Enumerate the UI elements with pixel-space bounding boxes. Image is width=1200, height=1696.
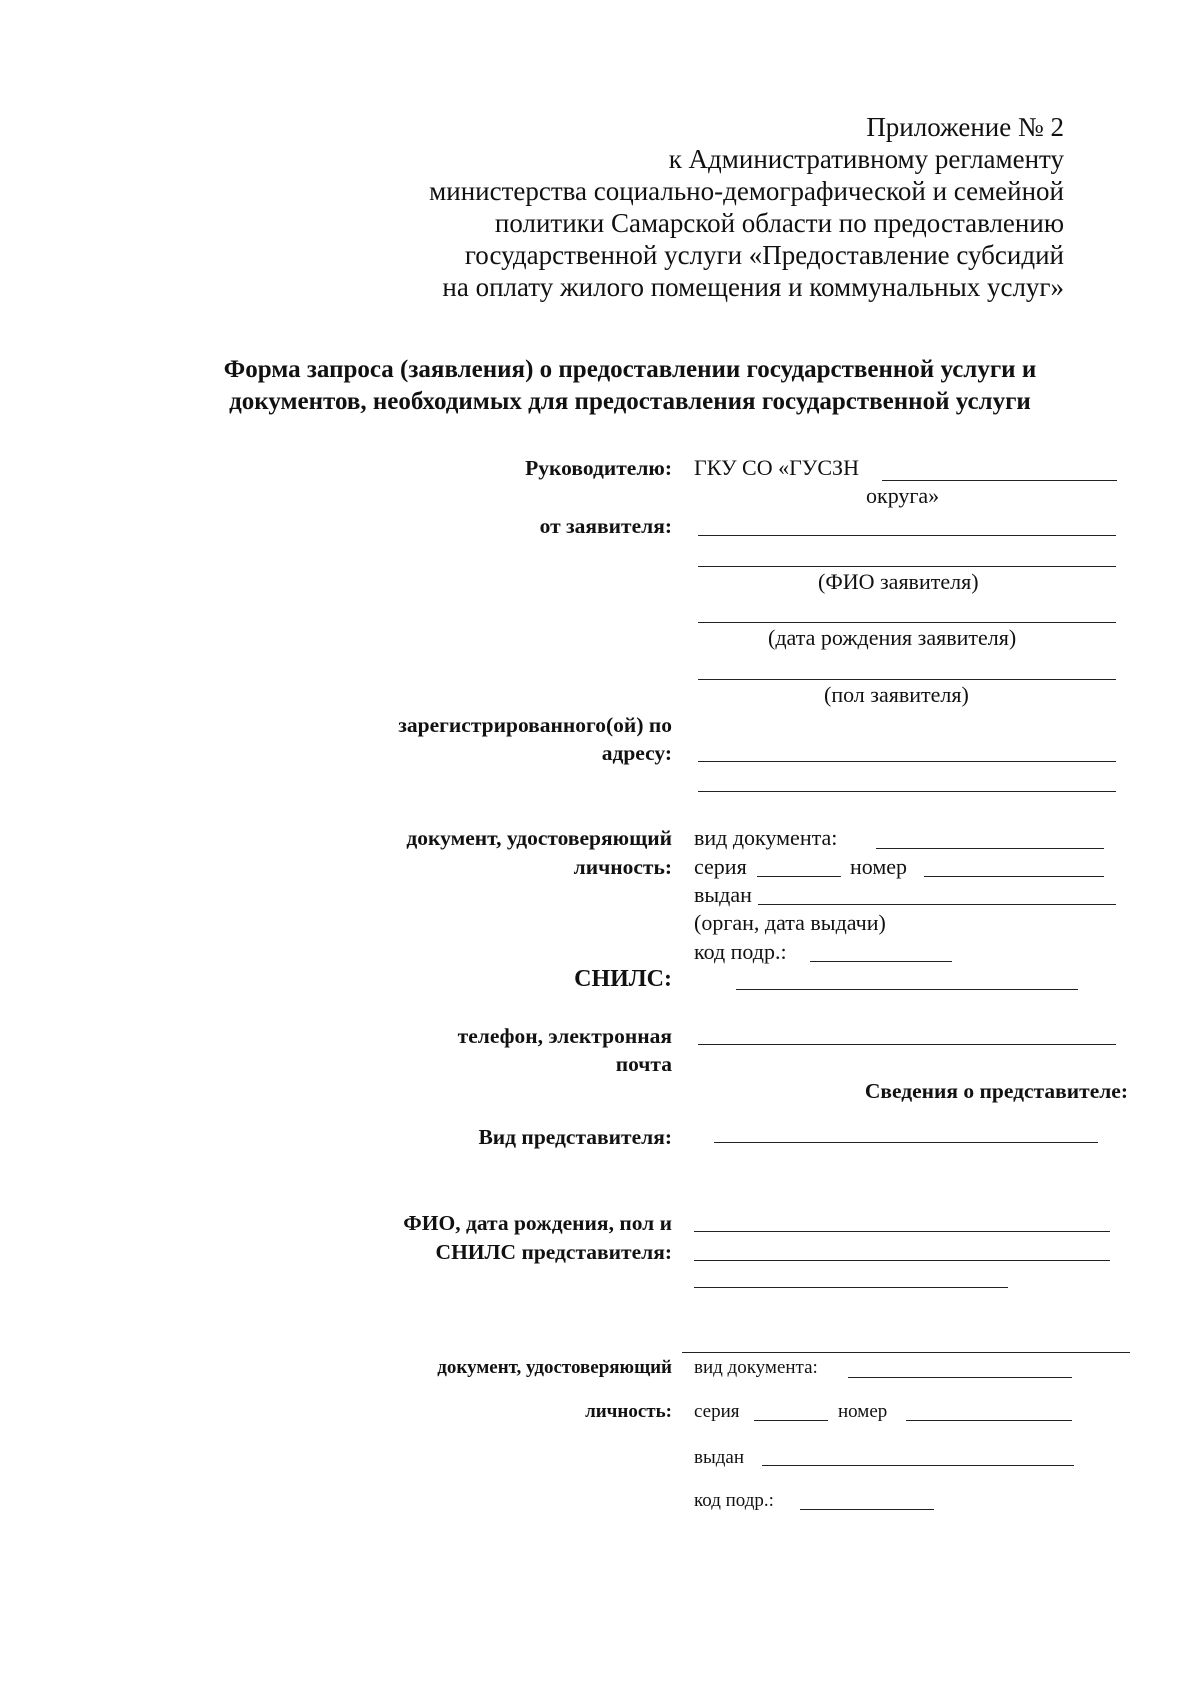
head-value-suffix: округа»: [866, 483, 940, 508]
from-label: от заявителя:: [539, 514, 672, 538]
doc-series-field[interactable]: [757, 876, 841, 877]
doc-type-field[interactable]: [876, 848, 1104, 849]
rep-doc-issued-label: выдан: [694, 1447, 745, 1468]
rep-doc-series-field[interactable]: [754, 1420, 828, 1421]
appendix-ref-line: на оплату жилого помещения и коммунальных услуг»: [442, 272, 1064, 302]
doc-number-label: номер: [850, 854, 908, 879]
form-title: Форма запроса (заявления) о предоставлении государственной услуги и: [223, 356, 1037, 383]
head-value: ГКУ СО «ГУСЗН: [694, 455, 859, 480]
rep-type-field[interactable]: [714, 1142, 1098, 1143]
head-label: Руководителю:: [525, 456, 672, 480]
rep-fio-field[interactable]: [694, 1260, 1110, 1261]
dob-field[interactable]: [698, 622, 1116, 623]
id-document-label: документ, удостоверяющий: [406, 826, 672, 850]
rep-doc-code-field[interactable]: [800, 1509, 934, 1510]
rep-doc-type-label: вид документа:: [694, 1357, 818, 1378]
appendix-ref-line: министерства социально-демографической и семейной: [429, 176, 1064, 206]
appendix-ref-line: к Административному регламенту: [668, 144, 1064, 174]
representative-section-heading: Сведения о представителе:: [864, 1079, 1128, 1103]
doc-code-field[interactable]: [810, 961, 952, 962]
rep-type-label: Вид представителя:: [478, 1125, 672, 1149]
snils-field[interactable]: [736, 989, 1078, 990]
rep-doc-number-label: номер: [838, 1401, 888, 1422]
doc-series-label: серия: [694, 854, 747, 879]
rep-fio-field[interactable]: [682, 1352, 1130, 1353]
doc-number-field[interactable]: [924, 876, 1104, 877]
rep-fio-field[interactable]: [694, 1287, 1008, 1288]
rep-fio-field[interactable]: [694, 1231, 1110, 1232]
contact-field[interactable]: [698, 1044, 1116, 1045]
id-document-label: личность:: [573, 855, 672, 879]
sex-caption: (пол заявителя): [824, 682, 969, 707]
address-field[interactable]: [698, 761, 1116, 762]
sex-field[interactable]: [698, 679, 1116, 680]
doc-code-label: код подр.:: [694, 939, 787, 964]
rep-fio-label: ФИО, дата рождения, пол и: [403, 1211, 672, 1235]
form-title: документов, необходимых для предоставления государственной услуги: [229, 388, 1031, 415]
rep-doc-issued-field[interactable]: [762, 1465, 1074, 1466]
rep-doc-series-label: серия: [694, 1401, 740, 1422]
rep-fio-label: СНИЛС представителя:: [435, 1240, 672, 1264]
snils-label: СНИЛС:: [574, 966, 672, 992]
address-field[interactable]: [698, 791, 1116, 792]
dob-caption: (дата рождения заявителя): [768, 625, 1017, 650]
fio-caption: (ФИО заявителя): [818, 569, 979, 594]
doc-type-label: вид документа:: [694, 825, 838, 850]
applicant-field-line[interactable]: [698, 535, 1116, 536]
head-district-field[interactable]: [882, 480, 1117, 481]
appendix-ref-line: государственной услуги «Предоставление субсидий: [464, 240, 1064, 270]
appendix-ref-line: политики Самарской области по предоставлению: [494, 208, 1064, 238]
rep-doc-number-field[interactable]: [906, 1420, 1072, 1421]
applicant-field-line[interactable]: [698, 566, 1116, 567]
doc-issued-label: выдан: [694, 882, 752, 907]
doc-issued-caption: (орган, дата выдачи): [694, 910, 886, 935]
contact-label: телефон, электронная: [457, 1024, 672, 1048]
rep-id-document-label: личность:: [585, 1401, 672, 1422]
rep-id-document-label: документ, удостоверяющий: [437, 1357, 672, 1378]
address-label: адресу:: [601, 741, 672, 765]
address-label: зарегистрированного(ой) по: [398, 713, 672, 737]
rep-doc-code-label: код подр.:: [694, 1490, 774, 1511]
rep-doc-type-field[interactable]: [848, 1377, 1072, 1378]
contact-label: почта: [615, 1052, 672, 1076]
doc-issued-field[interactable]: [758, 904, 1116, 905]
appendix-number: Приложение № 2: [866, 112, 1064, 142]
